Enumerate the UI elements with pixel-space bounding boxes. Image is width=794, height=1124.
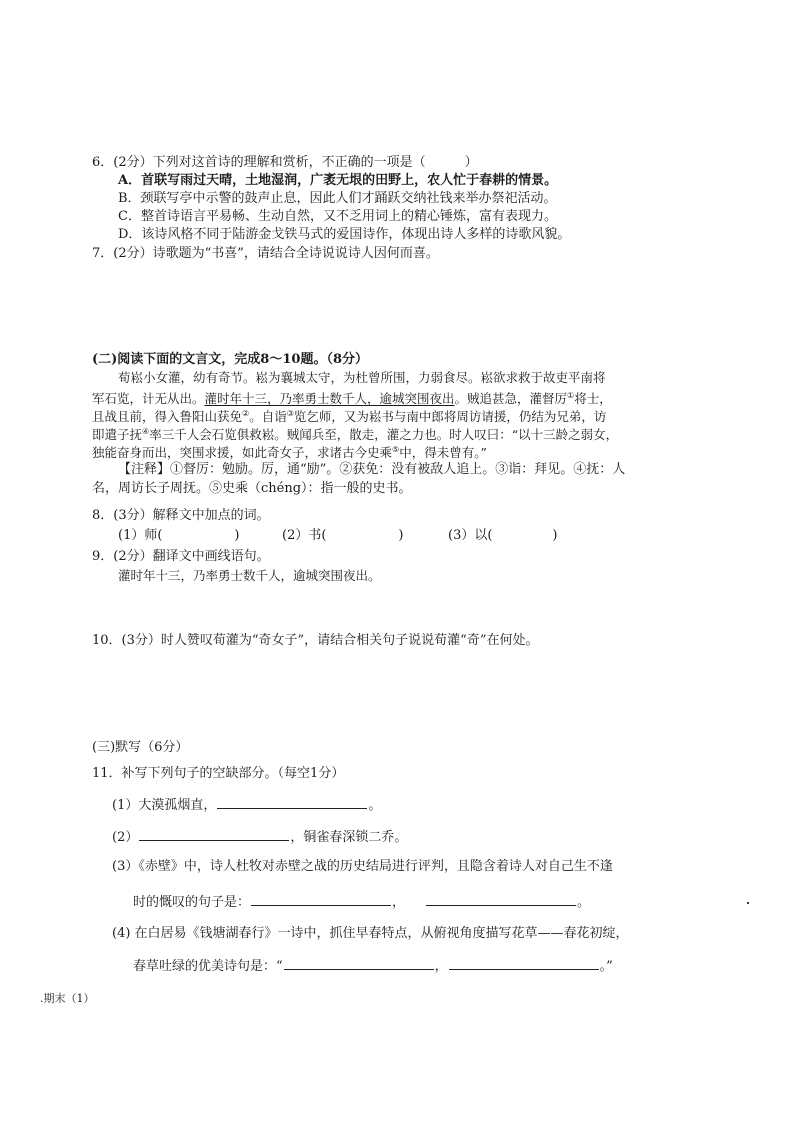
q11-item-3-line-1: (3）《赤壁》中，诗人杜牧对赤壁之战的历史结局进行评判，且隐含着诗人对自己生不逢 xyxy=(112,859,613,874)
footnote-mark: ③ xyxy=(286,409,294,418)
q8-item-3-label: (3）以( xyxy=(448,528,493,543)
passage-text: 览乞师，又为崧书与南中郎将周访请援，仍结为兄弟，访 xyxy=(293,409,607,425)
q8-item-3 xyxy=(448,527,558,545)
page-footer: .期末（1） xyxy=(40,992,95,1005)
q9-stem: 9．(2分）翻译文中画线语句。 xyxy=(92,549,270,564)
q6-option-a: A．首联写雨过天晴，土地湿润，广袤无垠的田野上，农人忙于春耕的情景。 xyxy=(118,173,558,188)
q11-item-1-end: 。 xyxy=(368,798,382,813)
passage-text: 将士， xyxy=(574,391,612,407)
q11-item-3-line-2 xyxy=(133,891,590,912)
q6-option-b: B．颈联写亭中示警的鼓声止息，因此人们才踊跃交纳社钱来举办祭祀活动。 xyxy=(118,191,557,206)
passage-text: 且战且前，得入鲁阳山获免 xyxy=(92,409,243,425)
scan-speck xyxy=(747,902,749,904)
passage-line-5 xyxy=(92,441,487,462)
section2-heading: (二)阅读下面的文言文，完成8～10题。（8分） xyxy=(92,352,368,367)
q11-stem: 11．补写下列句子的空缺部分。（每空1分） xyxy=(92,766,345,781)
q8-item-3-close: ) xyxy=(552,528,558,543)
footnote-mark: ② xyxy=(242,409,250,418)
q6-option-d: D．该诗风格不同于陆游金戈铁马式的爱国诗作，体现出诗人多样的诗歌风貌。 xyxy=(118,227,571,242)
q11-item-2-end: ，铜雀春深锁二乔。 xyxy=(290,830,408,845)
q8-item-2-label: (2）书( xyxy=(282,528,327,543)
q11-item-1 xyxy=(112,794,381,815)
q11-item-1-text: (1）大漠孤烟直， xyxy=(112,798,217,813)
footnote-mark: ⑤ xyxy=(392,445,400,454)
q6-option-c: C．整首诗语言平易畅、生动自然，又不乏用词上的精心锤炼，富有表现力。 xyxy=(118,209,557,224)
q11-item-4-end: 。” xyxy=(599,959,613,974)
section3-heading: (三)默写（6分） xyxy=(92,740,189,755)
q10-stem: 10．(3分）时人赞叹荀灌为“奇女子”，请结合相关句子说说荀灌“奇”在何处。 xyxy=(92,633,539,648)
passage-text: 率三千人会石览俱救崧。贼闻兵至，散走，灌之力也。时人叹曰：“以十三龄之弱女， xyxy=(149,427,619,443)
q11-item-4-comma: ， xyxy=(434,959,448,974)
q11-item-2-text: (2） xyxy=(112,830,139,845)
q8-item-2 xyxy=(282,527,404,545)
footnote-mark: ④ xyxy=(142,427,150,436)
q8-item-2-close: ) xyxy=(398,528,404,543)
q11-item-4-line-1: (4) 在白居易《钱塘湖春行》一诗中，抓住早春特点，从俯视角度描写花草——春花初绽， xyxy=(112,926,629,941)
q9-sentence: 灌时年十三，乃率勇士数千人，逾城突围夜出。 xyxy=(118,568,381,583)
passage-text: 独能奋身而出，突围求援，如此奇女子，求诸古今史乘 xyxy=(92,445,393,461)
passage-line-1: 荀崧小女灌，幼有奇节。崧为襄城太守，为杜曾所围，力弱食尽。崧欲求救于故吏平南将 xyxy=(118,370,606,385)
q11-item-3-comma: ， xyxy=(392,895,406,910)
passage-text: 中，得未曾有。” xyxy=(399,445,487,461)
q6-stem: 6．(2分）下列对这首诗的理解和赏析，不正确的一项是（ ） xyxy=(92,155,478,170)
q11-blank-4b[interactable] xyxy=(449,955,599,970)
q8-item-1-label: (1）师( xyxy=(118,528,163,543)
passage-text: 即遣子抚 xyxy=(92,427,143,443)
q11-item-4-text: 春草吐绿的优美诗句是：“ xyxy=(133,959,283,974)
passage-text: 。自诣 xyxy=(249,409,287,425)
q8-item-1-close: ) xyxy=(234,528,240,543)
passage-text: 军石览，计无从出。 xyxy=(92,391,205,407)
q11-blank-3b[interactable] xyxy=(426,891,576,906)
q8-stem: 8．(3分）解释文中加点的词。 xyxy=(92,508,270,523)
underlined-sentence: 灌时年十三，乃率勇士数千人，逾城突围夜出 xyxy=(204,391,455,407)
q11-item-3-end: 。 xyxy=(577,895,591,910)
q8-item-1 xyxy=(118,527,240,545)
notes-line-2: 名，周访长子周抚。⑤史乘（chéng）：指一般的史书。 xyxy=(92,481,412,496)
q11-item-3-text: 时的慨叹的句子是： xyxy=(133,895,251,910)
q11-item-4-line-2 xyxy=(133,955,613,976)
q7-stem: 7．(2分）诗歌题为“书喜”，请结合全诗说说诗人因何而喜。 xyxy=(92,246,439,261)
q11-blank-3a[interactable] xyxy=(251,891,391,906)
q11-item-2 xyxy=(112,826,407,847)
q11-blank-2[interactable] xyxy=(139,826,289,841)
notes-line-1: 【注释】①督厉：勉励。厉，通“励”。②获免：没有被敌人追上。③诣：拜见。④抚：人 xyxy=(118,462,626,477)
q11-blank-1[interactable] xyxy=(217,794,367,809)
q11-blank-4a[interactable] xyxy=(284,955,434,970)
footnote-mark: ① xyxy=(567,391,575,400)
passage-text: 。贼追甚急，灌督厉 xyxy=(454,391,568,407)
